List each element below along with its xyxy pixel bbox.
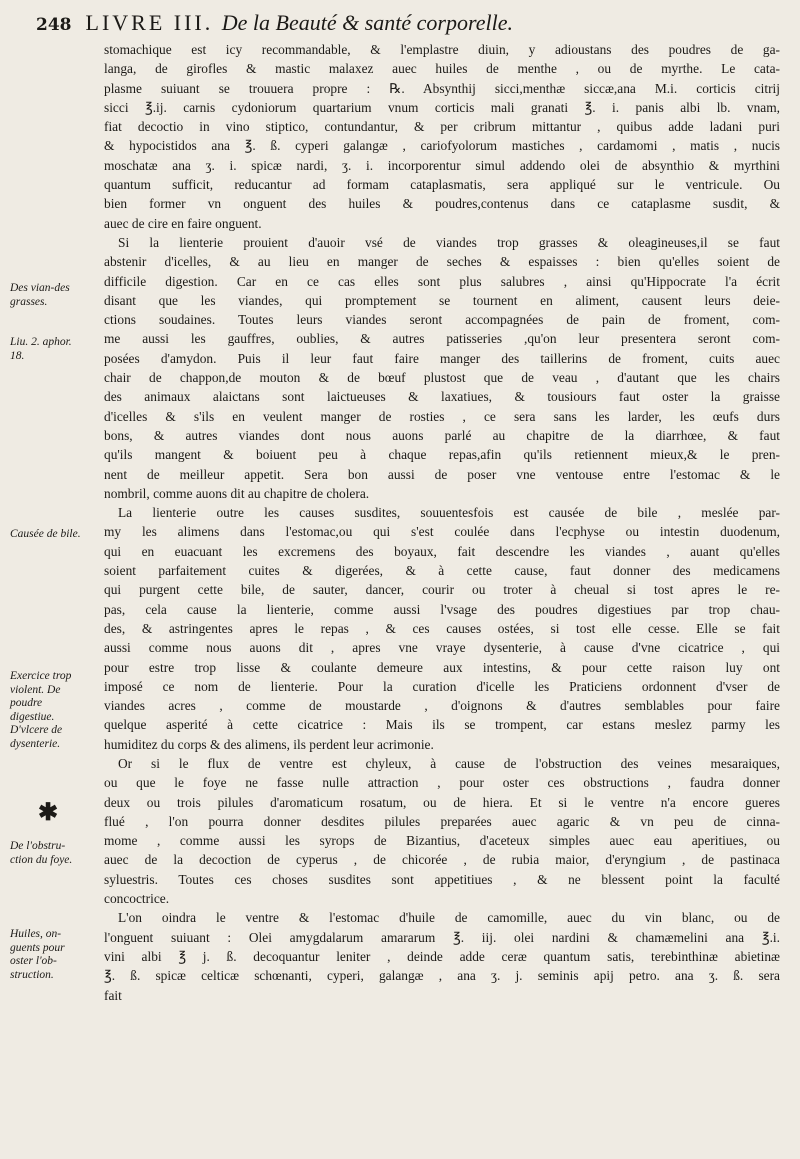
text-line: l'onguent suiuant : Olei amygdalarum amararum ℥. iij. olei nardini & chamæmelini ana ℥.i. [104,929,780,945]
text-line: abstenir d'icelles, & au lieu en manger de seches & espaisses : bien qu'elles soient de [104,254,780,270]
margin-notes [10,0,88,1159]
page-header [36,10,776,40]
text-line: & hypocistidos ana ℥. ß. cyperi galangæ , cariofyolorum mastiches , cardamomi , matis , nucis [104,138,780,154]
text-line: plasme suiuant se trouuera propre : ℞. Absynthij sicci,menthæ siccæ,ana M.i. corticis citrij [104,80,780,96]
text-line: des animaux alaictans sont laictueuses & laxatiues, & tousiours faut oster la graisse [104,389,780,405]
text-line: vini albi ℥ j. ß. decoquantur leniter , deinde adde ceræ quantum satis, terebinthinæ abietinæ [104,948,780,964]
text-line: bons, & autres viandes dont nous auons parlé au chapitre de la diarrhœe, & faut [104,427,780,443]
margin-note: Exercice trop violent. De poudre digestiue. D'vlcere de dysenterie. [10,670,72,750]
text-line: pour estre trop lisse & coulante demeure aux intestins, & pour cette raison luy ont [104,659,780,675]
page-number: 248 [36,15,72,35]
text-line: qui purgent cette bile, de sauter, dancer, courir ou troter à cheual si tost apres le re- [104,582,780,598]
body-text [104,40,780,1005]
text-line: fiat decoctio in vino stiptico, contundantur, & per cribrum mittantur , quibus adde ladani puri [104,119,780,135]
margin-note: Liu. 2. aphor. 18. [10,336,72,362]
text-line: auec de cire en faire onguent. [104,215,262,231]
text-line: me aussi les gauffres, oublies, & autres patisseries ,qu'on leur presentera seront com- [104,331,780,347]
text-line: quelque asperité à cette cicatrice : Mais ils se trompent, car estans meslez parmy les [104,717,780,733]
text-line: viandes acres , comme de moustarde , d'oignons & d'autres semblables pour faire [104,698,780,714]
margin-note: De l'obstru-ction du foye. [10,840,73,866]
text-line: des, & astringentes apres le repas , & ces causes ostées, si tost elle cesse. Elle se fait [104,620,780,636]
text-line: quantum sufficit, reducantur ad formam cataplasmatis, sera appliqué sur le ventricule. Ou [104,177,780,193]
text-line: imposé ce nom de lienterie. Pour la curation d'icelle les Praticiens ordonnent d'vser de [104,678,780,694]
text-line: ℥. ß. spicæ celticæ schœnanti, cyperi, galangæ , ana ʒ. j. seminis apij petro. ana ʒ. ß. sera [104,968,780,984]
text-line: aussi comme nous auons dit , apres vne vraye dysenterie, à cause d'vne cicatrice , qui [104,640,780,656]
text-line: syluestris. Toutes ces choses susdites sont appetitiues , & ne blessent point la faculté [104,871,780,887]
text-line: my les alimens dans l'estomac,ou qui s'est coulée dans l'ecphyse ou intestin duodenum, [104,524,780,540]
text-line: nent de meilleur appetit. Sera bon aussi de poser vne ventouse entre l'estomac & le [104,466,780,482]
text-line: flué , l'on pourra donner desdites pilules preparées auec agaric & vn peu de cinna- [104,813,780,829]
text-line: posées d'amydon. Puis il leur faut faire manger des taillerins de froment, cuits auec [104,350,780,366]
text-line: ou que le foye ne fasse nulle attraction , pour oster ces obstructions , faudra donner [104,775,780,791]
text-line: qui en euacuant les excremens des boyaux, fait descendre les viandes , auant qu'elles [104,543,780,559]
text-line: L'on oindra le ventre & l'estomac d'huile de camomille, auec du vin blanc, ou de [118,910,780,926]
text-line: nombril, comme auons dit au chapitre de cholera. [104,485,370,501]
asterisk-symbol: ✱ [38,797,59,826]
text-line: ctions soudaines. Toutes leurs viandes seront accompagnées de pain de froment, com- [104,312,780,328]
text-line: langa, de girofles & mastic malaxez auec huiles de menthe , ou de myrthe. Le cata- [104,61,780,77]
text-line: fait [104,987,122,1003]
text-line: Or si le flux de ventre est chyleux, à cause de l'obstruction des veines mesaraiques, [118,755,780,771]
text-line: humiditez du corps & des alimens, ils perdent leur acrimonie. [104,736,434,752]
chapter-title: De la Beauté & santé corporelle. [221,10,513,35]
text-line: deux ou trois pilules d'aromaticum rosatum, ou de hiera. Et si le ventre n'a encore gueres [104,794,780,810]
text-line: moschatæ ana ʒ. i. spicæ nardi, ʒ. i. incorporentur simul addendo olei de absynthio & myrthini [104,157,780,173]
margin-note: Huiles, on-guents pour oster l'ob-struction. [10,928,65,981]
text-line: sicci ℥.ij. carnis cydoniorum quartarium vnum corticis mali granati ℥. i. panis albi lb. vnam, [104,99,780,115]
text-line: pas, cela cause la lienterie, comme aussi l'vsage des poudres digestiues par trop chau- [104,601,780,617]
text-line: difficile digestion. Car en ce cas elles sont plus salubres , ainsi qu'Hippocrate l'a écrit [104,273,780,289]
text-line: stomachique est icy recommandable, & l'emplastre diuin, y adioustans des poudres de ga- [104,42,780,57]
text-line: mome , comme aussi les syrops de Bizantius, d'aceteux simples auec eau aperitiues, ou [104,833,780,849]
text-line: d'icelles & s'ils en veulent manger de rosties , ce sera sans les larder, les œufs durs [104,408,780,424]
book-number: LIVRE III. [85,10,214,35]
margin-note: Causée de bile. [10,528,81,540]
text-line: soient parfaitement cuites & digerées, & à cette cause, faut donner des medicamens [104,563,780,579]
text-line: Si la lienterie prouient d'auoir vsé de viandes trop grasses & oleagineuses,il se faut [118,234,780,250]
text-line: qu'ils mangent & boiuent peu à chaque repas,afin qu'ils retiennent mieux,& le pren- [104,447,780,463]
text-line: bien former vn onguent des huiles & poudres,contenus dans ce cataplasme susdit, & [104,196,780,212]
text-line: auec de la decoction de cyperus , de chicorée , de rubia maior, d'eryngium , de pastinaca [104,852,780,868]
text-line: disant que les viandes, qui promptement se tournent en aliment, causent leurs deie- [104,292,780,308]
running-title [86,10,513,36]
text-line: concoctrice. [104,891,170,907]
margin-note: Des vian-des grasses. [10,282,70,308]
text-line: chair de chappon,de mouton & de bœuf plustost que de veau , d'autant que les chairs [104,370,780,386]
text-line: La lienterie outre les causes susdites, souuentesfois est causée de bile , meslée par- [118,505,780,521]
